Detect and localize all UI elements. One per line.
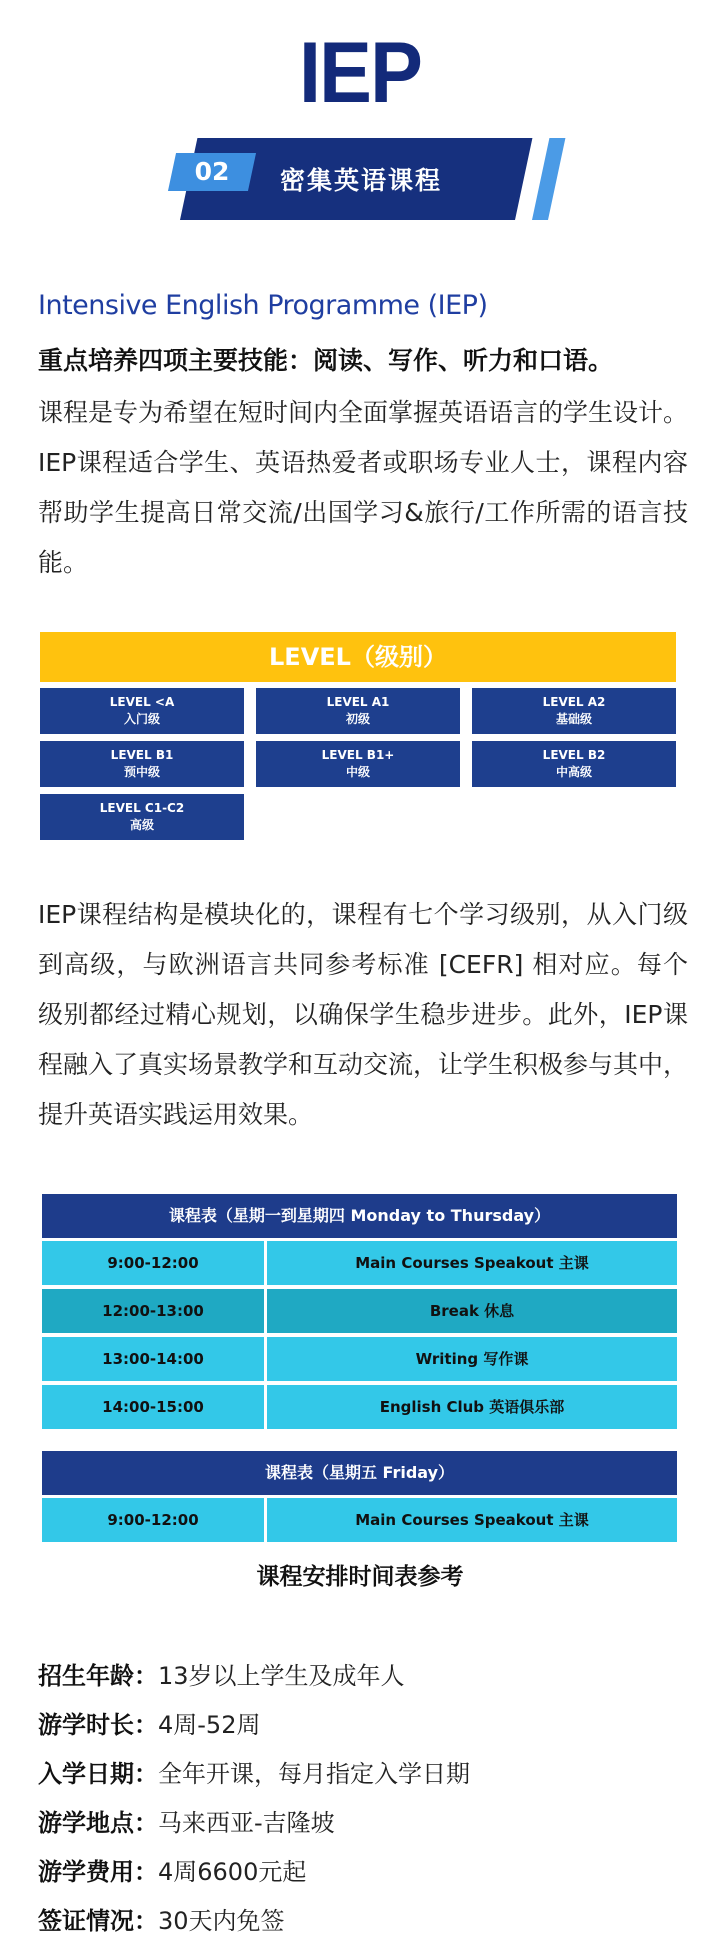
info-fee: [38, 1852, 306, 1887]
level-name: 初级: [345, 712, 370, 726]
info-value: 30天内免签: [158, 1907, 285, 1935]
program-title: Intensive English Programme (IEP): [38, 290, 488, 321]
info-location: [38, 1803, 335, 1838]
schedule-item: Break 休息: [267, 1289, 677, 1333]
schedule-time: 12:00-13:00: [42, 1289, 264, 1333]
info-label: 签证情况：: [38, 1907, 158, 1935]
table-row: [42, 1241, 677, 1285]
level-name: 中级: [345, 765, 370, 779]
level-name: 基础级: [555, 712, 592, 726]
schedule-time: 9:00-12:00: [42, 1241, 264, 1285]
level-code: LEVEL C1-C2: [99, 801, 185, 815]
weekday-schedule-heading: 课程表（星期一到星期四 Monday to Thursday）: [42, 1194, 677, 1238]
section-number: 02: [194, 157, 230, 186]
schedule-time: 13:00-14:00: [42, 1337, 264, 1381]
info-start-date: [38, 1754, 470, 1789]
level-cell: [40, 794, 244, 840]
table-row: [42, 1289, 677, 1333]
info-duration: [38, 1705, 260, 1740]
info-label: 游学时长：: [38, 1711, 158, 1739]
schedule-time: 9:00-12:00: [42, 1498, 264, 1542]
info-value: 4周-52周: [158, 1711, 261, 1739]
program-description: 课程是专为希望在短时间内全面掌握英语语言的学生设计。IEP课程适合学生、英语热爱者或职场专业人士，课程内容帮助学生提高日常交流/出国学习&旅行/工作所需的语言技能。: [38, 398, 689, 577]
level-cell: [40, 688, 244, 734]
section-title: 密集英语课程: [280, 166, 443, 195]
schedule-time: 14:00-15:00: [42, 1385, 264, 1429]
schedule-item: English Club 英语俱乐部: [267, 1385, 677, 1429]
level-cell: [256, 688, 460, 734]
level-code: LEVEL B1: [110, 748, 174, 762]
schedule-item: Main Courses Speakout 主课: [267, 1241, 677, 1285]
level-cell: [40, 741, 244, 787]
table-row: [42, 1337, 677, 1381]
schedule-item: Main Courses Speakout 主课: [267, 1498, 677, 1542]
friday-schedule-heading: 课程表（星期五 Friday）: [42, 1451, 677, 1495]
program-subtitle: 重点培养四项主要技能：阅读、写作、听力和口语。: [38, 346, 614, 375]
banner-stripe: [532, 138, 565, 220]
level-cell: [256, 741, 460, 787]
section-banner: [180, 138, 550, 220]
info-label: 招生年龄：: [38, 1662, 158, 1690]
schedule-item: Writing 写作课: [267, 1337, 677, 1381]
info-label: 游学地点：: [38, 1809, 158, 1837]
section-number-badge: [168, 153, 256, 191]
level-name: 入门级: [123, 712, 160, 726]
level-cell: [472, 741, 676, 787]
info-label: 游学费用：: [38, 1858, 158, 1886]
info-value: 4周6600元起: [158, 1858, 307, 1886]
level-name: 中高级: [555, 765, 592, 779]
table-row: [42, 1385, 677, 1429]
level-code: LEVEL A1: [326, 695, 390, 709]
info-value: 马来西亚-吉隆坡: [158, 1809, 335, 1837]
structure-description: IEP课程结构是模块化的，课程有七个学习级别，从入门级到高级，与欧洲语言共同参考标准 [CEFR] 相对应。每个级别都经过精心规划，以确保学生稳步进步。此外，IEP课程融入了真实场景教学和互动交流，让学生积极参与其中，提升英语实践运用效果。: [38, 900, 689, 1129]
level-name: 预中级: [123, 765, 160, 779]
level-code: LEVEL B2: [542, 748, 606, 762]
level-heading: LEVEL（级别）: [40, 632, 676, 682]
info-age: [38, 1656, 405, 1691]
schedule-caption: 课程安排时间表参考: [256, 1564, 464, 1590]
level-cell: [472, 688, 676, 734]
info-label: 入学日期：: [38, 1760, 158, 1788]
table-row: [42, 1498, 677, 1542]
level-code: LEVEL B1+: [321, 748, 395, 762]
info-value: 13岁以上学生及成年人: [158, 1662, 405, 1690]
info-value: 全年开课，每月指定入学日期: [158, 1760, 470, 1788]
page-title: IEP: [298, 25, 422, 121]
level-name: 高级: [129, 818, 154, 832]
level-code: LEVEL <A: [109, 695, 175, 709]
level-code: LEVEL A2: [542, 695, 606, 709]
info-visa: [38, 1901, 285, 1936]
